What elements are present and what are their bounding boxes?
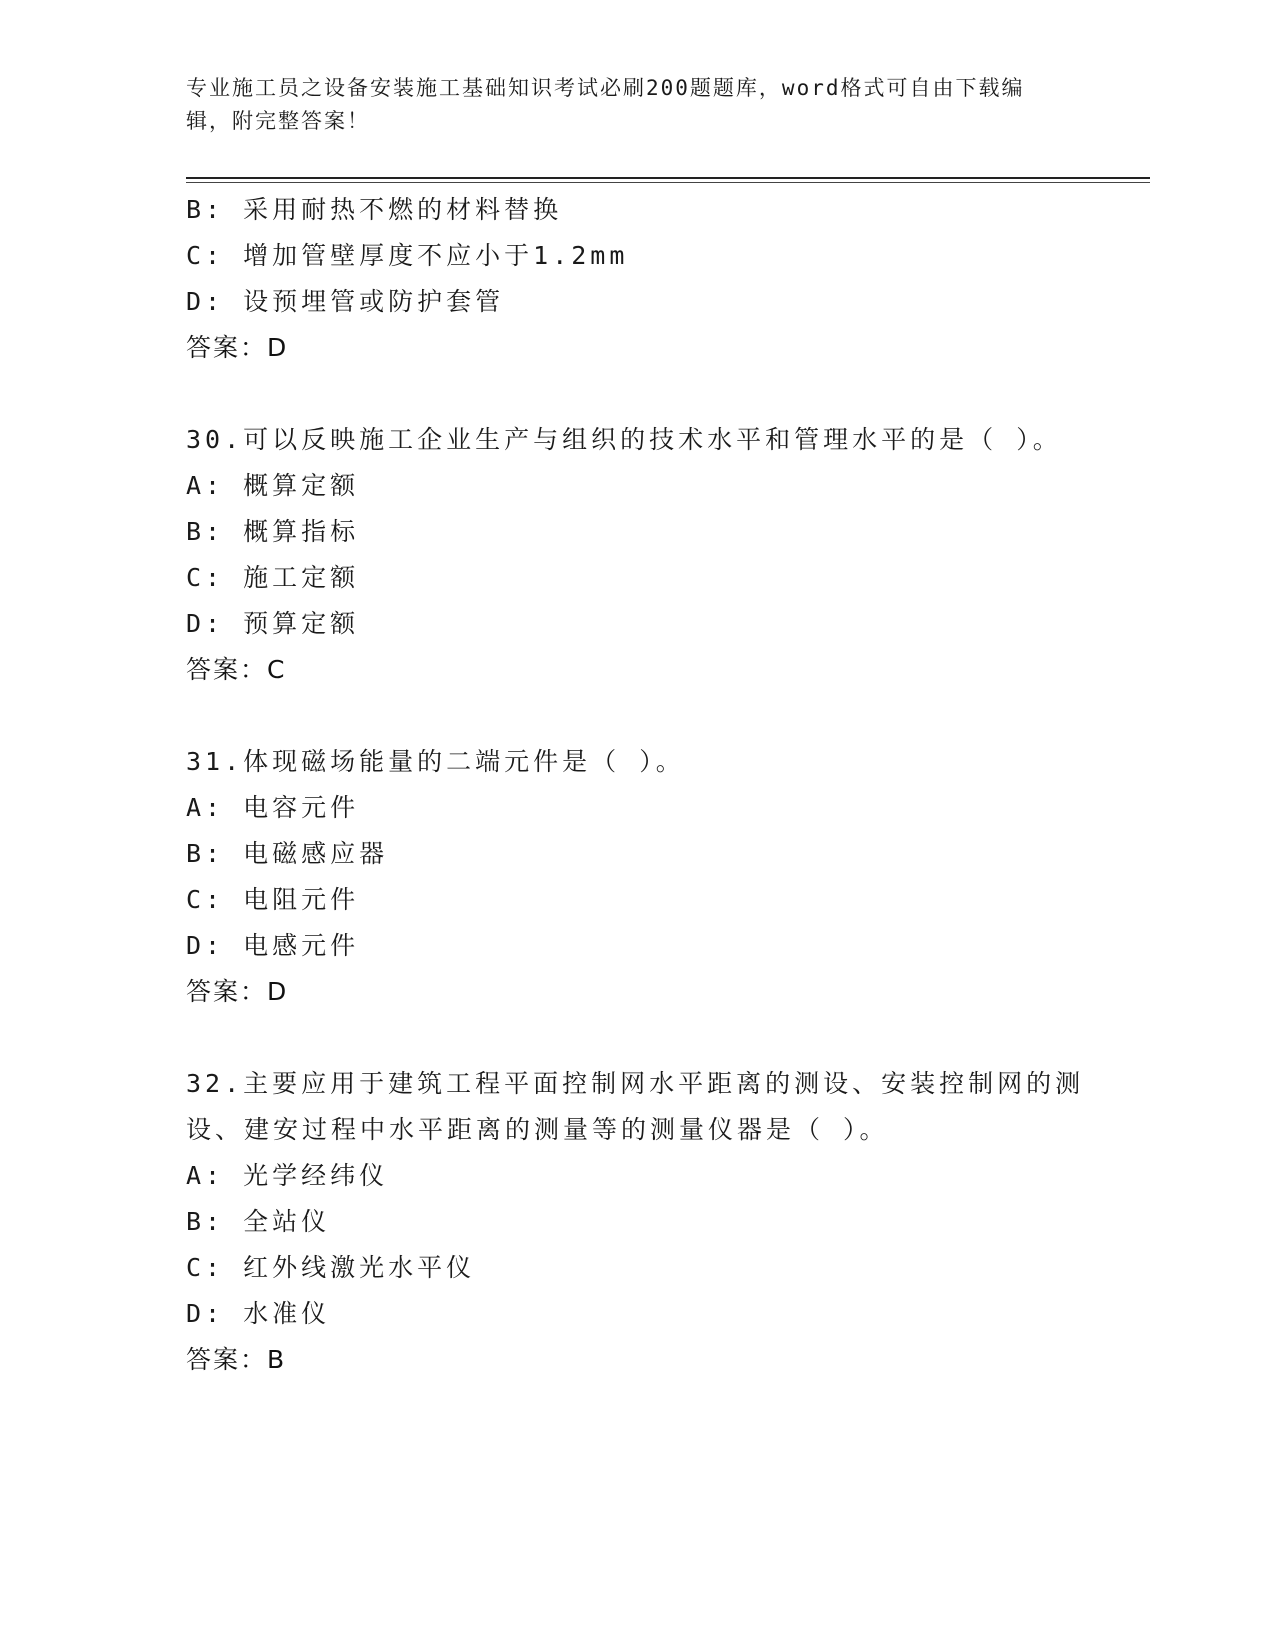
question-30 — [186, 417, 1086, 693]
partial-question — [186, 187, 1086, 371]
answer-line: 答案：D — [186, 977, 289, 1006]
option-b: B: 全站仪 — [186, 1207, 331, 1236]
header-title: 专业施工员之设备安装施工基础知识考试必刷200题题库，word格式可自由下载编辑，附完整答案！ — [186, 76, 1025, 133]
question-stem: 32.主要应用于建筑工程平面控制网水平距离的测设、安装控制网的测设、建安过程中水平距离的测量等的测量仪器是（ ）。 — [186, 1069, 1085, 1144]
option-c: C: 增加管壁厚度不应小于1.2mm — [186, 241, 629, 270]
option-d: D: 电感元件 — [186, 931, 360, 960]
question-stem: 31.体现磁场能量的二端元件是（ ）。 — [186, 747, 685, 776]
option-d: D: 预算定额 — [186, 609, 360, 638]
option-a: A: 光学经纬仪 — [186, 1161, 389, 1190]
option-a: A: 电容元件 — [186, 793, 360, 822]
option-b: B: 电磁感应器 — [186, 839, 389, 868]
option-c: C: 红外线激光水平仪 — [186, 1253, 476, 1282]
question-stem: 30.可以反映施工企业生产与组织的技术水平和管理水平的是（ ）。 — [186, 425, 1062, 454]
document-header — [186, 72, 1066, 138]
answer-line: 答案：C — [186, 655, 287, 684]
answer-line: 答案：D — [186, 333, 289, 362]
question-list — [186, 187, 1086, 1383]
header-divider-thin — [186, 182, 1150, 183]
option-b: B: 采用耐热不燃的材料替换 — [186, 195, 563, 224]
option-a: A: 概算定额 — [186, 471, 360, 500]
question-32 — [186, 1061, 1086, 1383]
option-b: B: 概算指标 — [186, 517, 360, 546]
answer-line: 答案：B — [186, 1345, 287, 1374]
option-c: C: 施工定额 — [186, 563, 360, 592]
header-divider-thick — [186, 177, 1150, 179]
option-d: D: 水准仪 — [186, 1299, 331, 1328]
option-d: D: 设预埋管或防护套管 — [186, 287, 505, 316]
option-c: C: 电阻元件 — [186, 885, 360, 914]
question-31 — [186, 739, 1086, 1015]
